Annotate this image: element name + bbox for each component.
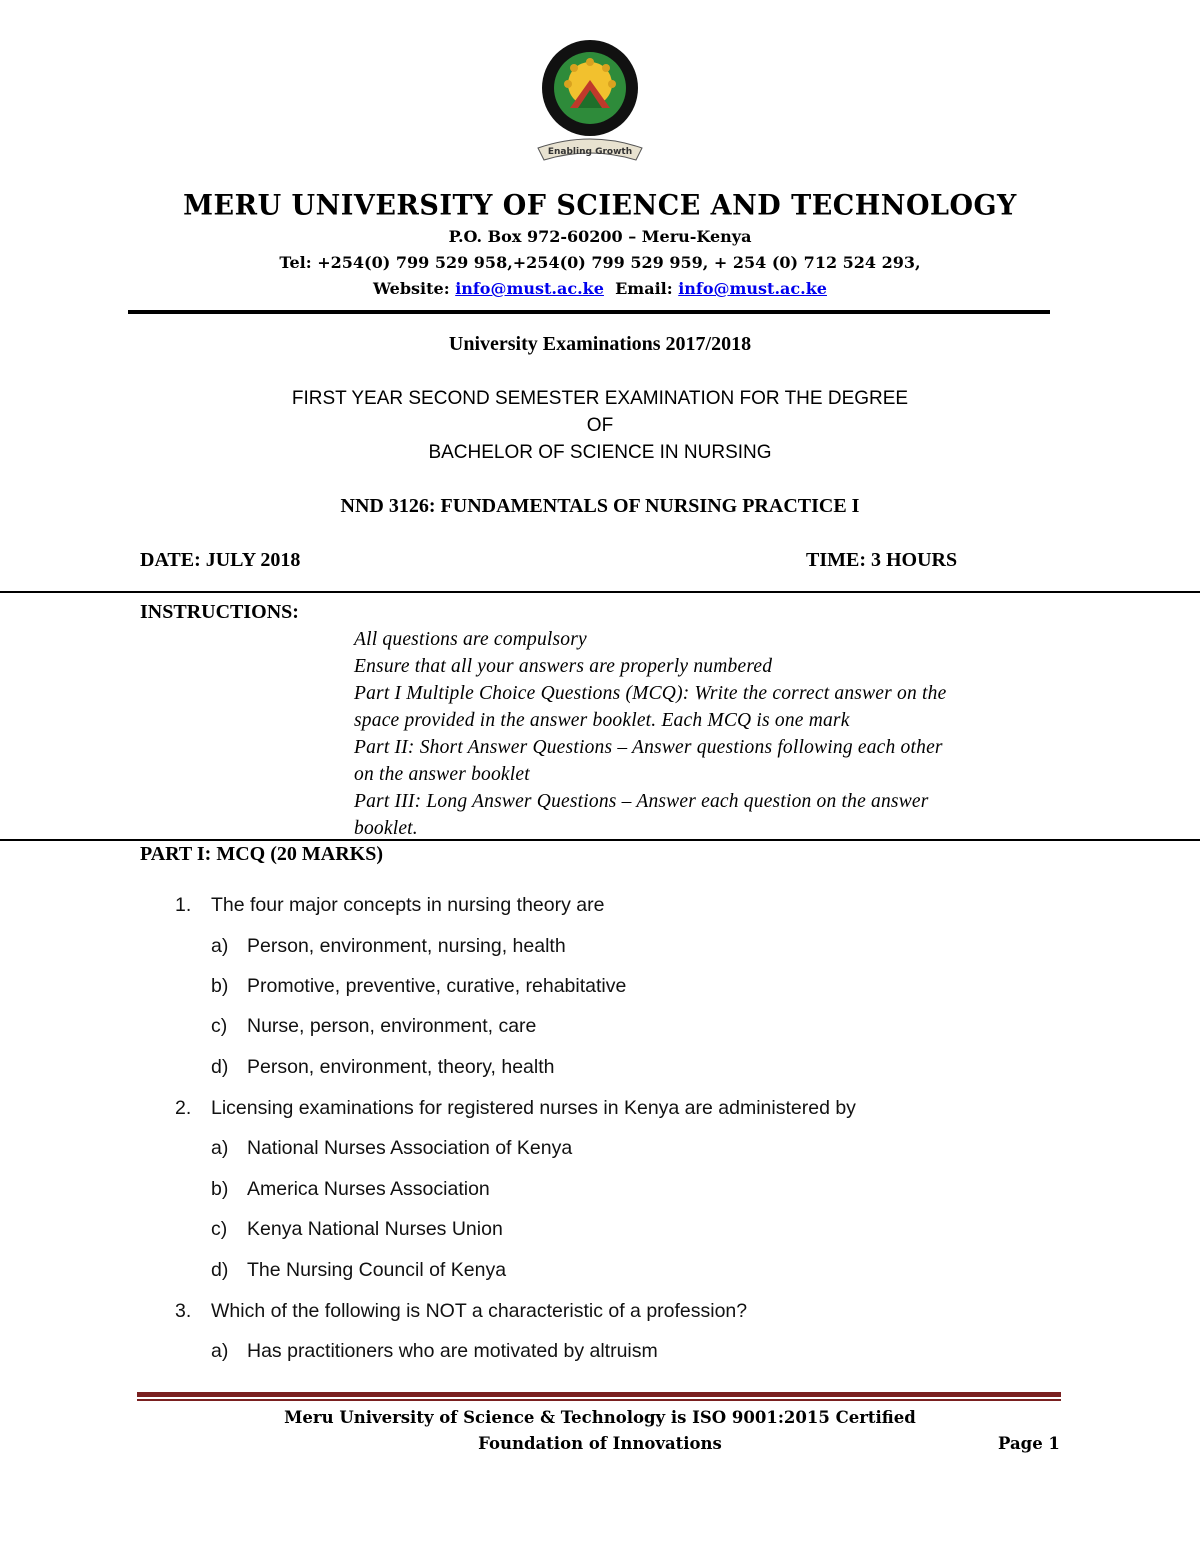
page-number: Page 1 xyxy=(998,1434,1060,1453)
option-letter: b) xyxy=(211,975,229,997)
instruction-line: booklet. xyxy=(354,818,418,839)
exam-date: DATE: JULY 2018 xyxy=(140,549,301,571)
question-number: 2. xyxy=(175,1097,192,1119)
footer-rule xyxy=(137,1392,1061,1397)
option-text: America Nurses Association xyxy=(247,1178,490,1200)
po-box: P.O. Box 972-60200 – Meru-Kenya xyxy=(448,227,752,246)
option-letter: a) xyxy=(211,1340,229,1362)
instruction-line: on the answer booklet xyxy=(354,764,530,785)
degree-line-2: OF xyxy=(586,415,614,436)
question-number: 1. xyxy=(175,894,192,916)
option-text: Has practitioners who are motivated by altruism xyxy=(247,1340,658,1362)
option-text: Person, environment, theory, health xyxy=(247,1056,555,1078)
telephone: Tel: +254(0) 799 529 958,+254(0) 799 529 959, + 254 (0) 712 524 293, xyxy=(279,253,921,272)
website-email-line xyxy=(0,279,1200,298)
option-text: National Nurses Association of Kenya xyxy=(247,1137,573,1159)
option-text: The Nursing Council of Kenya xyxy=(247,1259,507,1281)
question-text: The four major concepts in nursing theory are xyxy=(211,894,605,916)
option-text: Person, environment, nursing, health xyxy=(247,935,566,957)
svg-text:Enabling Growth: Enabling Growth xyxy=(547,147,633,157)
instruction-line: Part II: Short Answer Questions – Answer questions following each other xyxy=(354,737,943,758)
instructions-top-rule xyxy=(0,591,1200,593)
exam-time: TIME: 3 HOURS xyxy=(806,549,958,571)
option-text: Promotive, preventive, curative, rehabitative xyxy=(247,975,627,997)
instruction-line: space provided in the answer booklet. Each MCQ is one mark xyxy=(354,710,850,731)
instructions-heading: INSTRUCTIONS: xyxy=(140,601,299,623)
option-text: Kenya National Nurses Union xyxy=(247,1218,503,1240)
footer-certification: Meru University of Science & Technology is ISO 9001:2015 Certified xyxy=(284,1408,916,1427)
header-rule xyxy=(128,310,1050,314)
option-text: Nurse, person, environment, care xyxy=(247,1015,537,1037)
university-name: MERU UNIVERSITY OF SCIENCE AND TECHNOLOGY xyxy=(183,189,1017,222)
option-letter: d) xyxy=(211,1056,229,1078)
email-link[interactable]: info@must.ac.ke xyxy=(678,279,827,298)
option-letter: a) xyxy=(211,935,229,957)
footer-rule-thin xyxy=(137,1399,1061,1401)
degree-line-3: BACHELOR OF SCIENCE IN NURSING xyxy=(428,442,772,463)
option-letter: c) xyxy=(211,1218,228,1240)
question-number: 3. xyxy=(175,1300,192,1322)
footer-motto: Foundation of Innovations xyxy=(478,1434,722,1453)
instruction-line: Part III: Long Answer Questions – Answer each question on the answer xyxy=(354,791,929,812)
instructions-list xyxy=(354,626,1074,842)
option-letter: d) xyxy=(211,1259,229,1281)
degree-line-1: FIRST YEAR SECOND SEMESTER EXAMINATION FOR THE DEGREE xyxy=(291,388,909,409)
option-letter: b) xyxy=(211,1178,229,1200)
instruction-line: All questions are compulsory xyxy=(354,629,587,650)
website-link[interactable]: info@must.ac.ke xyxy=(455,279,604,298)
email-label: Email: xyxy=(615,279,673,298)
website-label: Website: xyxy=(373,279,450,298)
instruction-line: Part I Multiple Choice Questions (MCQ): Write the correct answer on the xyxy=(354,683,947,704)
question-text: Licensing examinations for registered nurses in Kenya are administered by xyxy=(211,1097,856,1119)
part-heading: PART I: MCQ (20 MARKS) xyxy=(140,843,383,865)
instructions-bottom-rule xyxy=(0,839,1200,841)
option-letter: a) xyxy=(211,1137,229,1159)
course-title: NND 3126: FUNDAMENTALS OF NURSING PRACTICE I xyxy=(340,495,860,517)
question-text: Which of the following is NOT a characteristic of a profession? xyxy=(211,1300,748,1322)
university-logo xyxy=(520,30,660,170)
degree-title xyxy=(0,385,1200,466)
exam-session: University Examinations 2017/2018 xyxy=(448,333,752,355)
option-letter: c) xyxy=(211,1015,228,1037)
instruction-line: Ensure that all your answers are properly numbered xyxy=(354,656,773,677)
